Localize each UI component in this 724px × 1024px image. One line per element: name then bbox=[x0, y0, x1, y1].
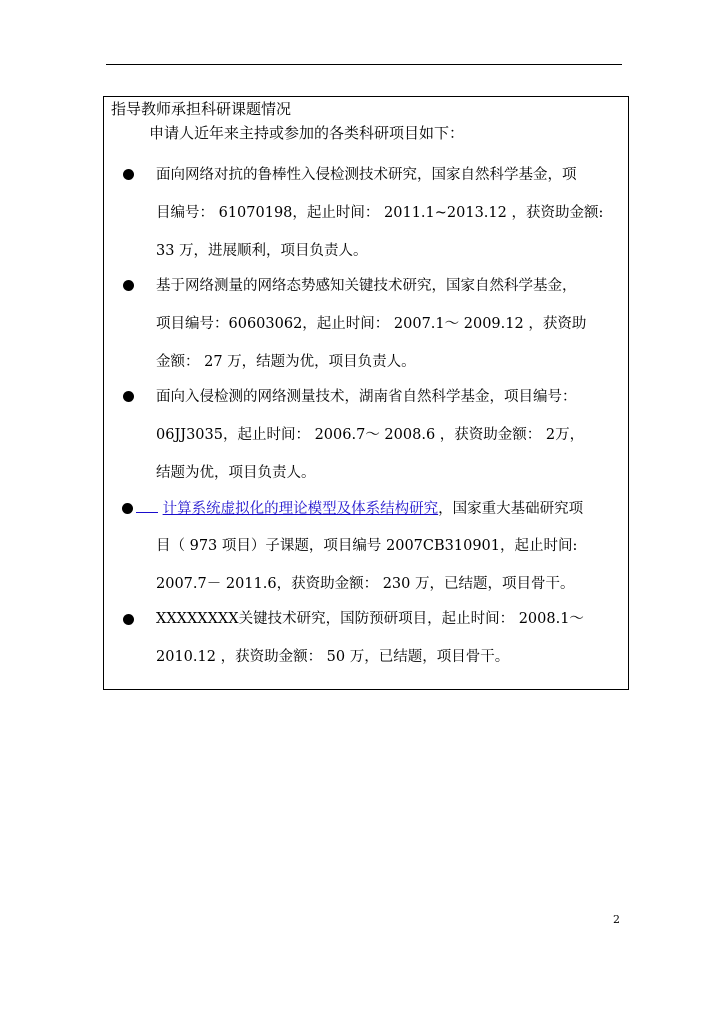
intro-text: 申请人近年来主持或参加的各类科研项目如下： bbox=[149, 124, 465, 142]
project-3-line-3: 结题为优，项目负责人。 bbox=[156, 465, 316, 481]
project-3-line-2: 06JJ3035，起止时间： 2006.7～ 2008.6 ，获资助金额： 2万， bbox=[156, 427, 585, 443]
project-2-line-1: 基于网络测量的网络态势感知关键技术研究，国家自然科学基金， bbox=[156, 278, 577, 294]
project-4-title-link[interactable]: 计算系统虚拟化的理论模型及体系结构研究 bbox=[162, 501, 439, 517]
link-underline-lead bbox=[136, 498, 158, 513]
project-1-line-2: 目编号： 61070198，起止时间： 2011.1~2013.12 ，获资助金额: bbox=[156, 205, 604, 221]
bullet-icon bbox=[123, 391, 134, 402]
project-4-line-1-rest: ，国家重大基础研究项 bbox=[438, 501, 584, 517]
bullet-icon bbox=[122, 503, 133, 514]
section-title: 指导教师承担科研课题情况 bbox=[111, 100, 292, 118]
bullet-icon bbox=[123, 169, 134, 180]
project-2-line-2: 项目编号：60603062，起止时间： 2007.1～ 2009.12 ，获资助 bbox=[156, 316, 587, 332]
project-3-line-1: 面向入侵检测的网络测量技术，湖南省自然科学基金，项目编号： bbox=[156, 389, 577, 405]
project-1-line-1: 面向网络对抗的鲁棒性入侵检测技术研究，国家自然科学基金，项 bbox=[156, 167, 577, 183]
bullet-icon bbox=[123, 614, 134, 625]
project-1-line-3: 33 万，进展顺利，项目负责人。 bbox=[156, 243, 368, 259]
project-5-line-2: 2010.12 ，获资助金额： 50 万，已结题，项目骨干。 bbox=[156, 649, 510, 665]
research-projects-box bbox=[103, 96, 629, 690]
project-2-line-3: 金额： 27 万，结题为优，项目负责人。 bbox=[156, 354, 416, 370]
project-4-line-2: 目（ 973 项目）子课题，项目编号 2007CB310901，起止时间: bbox=[156, 538, 578, 554]
page-number: 2 bbox=[613, 913, 620, 926]
bullet-icon bbox=[123, 280, 134, 291]
project-4-line-3: 2007.7－ 2011.6，获资助金额： 230 万，已结题，项目骨干。 bbox=[156, 576, 575, 592]
project-5-line-1: XXXXXXXX关键技术研究，国防预研项目，起止时间： 2008.1～ bbox=[156, 611, 584, 627]
header-rule bbox=[106, 64, 622, 65]
project-4-line-1 bbox=[136, 498, 583, 519]
